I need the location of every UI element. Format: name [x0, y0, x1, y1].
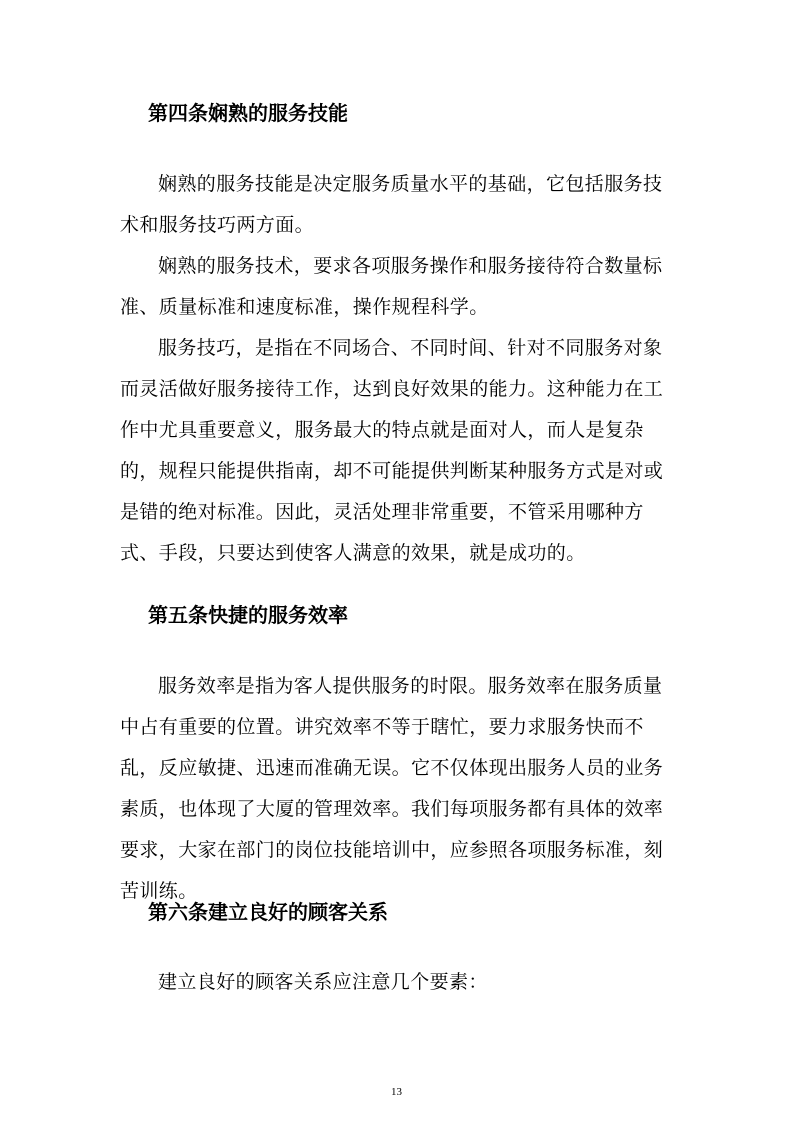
section-4-paragraph-3: 服务技巧，是指在不同场合、不同时间、针对不同服务对象而灵活做好服务接待工作，达到良好效果的能力。这种能力在工作中尤具重要意义，服务最大的特点就是面对人，而人是复杂的，规程只能提供指南，却不可能提供判断某种服务方式是对或是错的绝对标准。因此，灵活处理非常重要，不管采用哪种方式、手段，只要达到使客人满意的效果，就是成功的。 [120, 337, 664, 564]
section-4-paragraph-2: 娴熟的服务技术，要求各项服务操作和服务接待符合数量标准、质量标准和速度标准，操作规程科学。 [120, 255, 663, 318]
page-number: 13 [391, 1086, 402, 1098]
section-5-title: 第五条快捷的服务效率 [148, 603, 348, 627]
section-4-title: 第四条娴熟的服务技能 [148, 101, 348, 125]
section-6-paragraph-1: 建立良好的顾客关系应注意几个要素： [158, 971, 488, 993]
section-5-paragraph-1: 服务效率是指为客人提供服务的时限。服务效率在服务质量中占有重要的位置。讲究效率不等于瞎忙，要力求服务快而不乱，反应敏捷、迅速而准确无误。它不仅体现出服务人员的业务素质，也体现了大厦的管理效率。我们每项服务都有具体的效率要求，大家在部门的岗位技能培训中，应参照各项服务标准，刻苦训练。 [120, 675, 664, 902]
section-4-paragraph-1: 娴熟的服务技能是决定服务质量水平的基础，它包括服务技术和服务技巧两方面。 [120, 173, 663, 236]
section-6-title: 第六条建立良好的顾客关系 [148, 900, 388, 924]
